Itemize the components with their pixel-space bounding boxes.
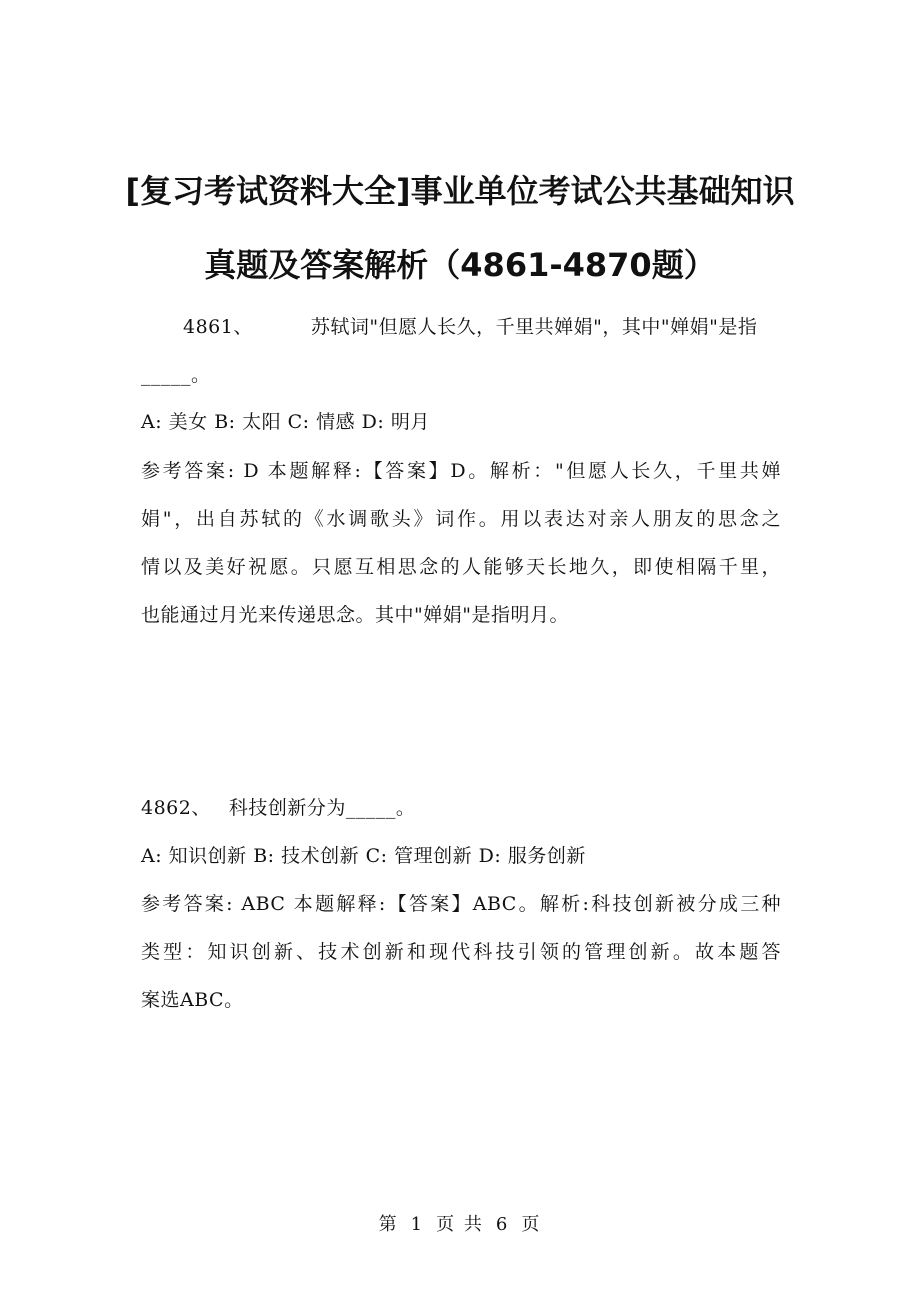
question-4862-stem: [141, 793, 781, 820]
question-4862-options: A: 知识创新 B: 技术创新 C: 管理创新 D: 服务创新: [141, 845, 586, 867]
question-4861-answer-line: 参考答案: D 本题解释:【答案】D。解析："但愿人长久，千里共婵: [141, 460, 781, 482]
question-4862-answer-line: 案选ABC。: [141, 989, 244, 1011]
question-4861-stem-continued: _____。: [141, 364, 211, 386]
question-4862-answer-line: 参考答案: ABC 本题解释:【答案】ABC。解析:科技创新被分成三种: [141, 893, 781, 915]
document-title-line-1: [复习考试资料大全]事业单位考试公共基础知识: [125, 172, 795, 210]
page-footer: [0, 1210, 920, 1236]
footer-suffix: 页: [521, 1214, 542, 1235]
question-4861-options: A: 美女 B: 太阳 C: 情感 D: 明月: [141, 411, 430, 433]
question-4862-answer-line: 类型：知识创新、技术创新和现代科技引领的管理创新。故本题答: [141, 941, 781, 963]
question-stem-text: 科技创新分为_____。: [228, 797, 416, 819]
footer-prefix: 第: [378, 1214, 399, 1235]
total-pages: 6: [495, 1214, 510, 1235]
footer-middle: 页 共: [436, 1214, 484, 1235]
document-title-line-2: 真题及答案解析（4861-4870题）: [204, 246, 716, 284]
question-stem-text: 苏轼词"但愿人长久，千里共婵娟"，其中"婵娟"是指: [310, 316, 758, 338]
question-4861-answer-line: 娟"，出自苏轼的《水调歌头》词作。用以表达对亲人朋友的思念之: [141, 508, 781, 530]
current-page-number: 1: [410, 1214, 425, 1235]
question-4861-answer-line: 也能通过月光来传递思念。其中"婵娟"是指明月。: [141, 604, 569, 626]
question-number: 4862、: [141, 797, 211, 819]
question-4861-stem: [183, 312, 781, 339]
question-number: 4861、: [183, 316, 253, 338]
question-4861-answer-line: 情以及美好祝愿。只愿互相思念的人能够天长地久，即使相隔千里，: [141, 556, 781, 578]
